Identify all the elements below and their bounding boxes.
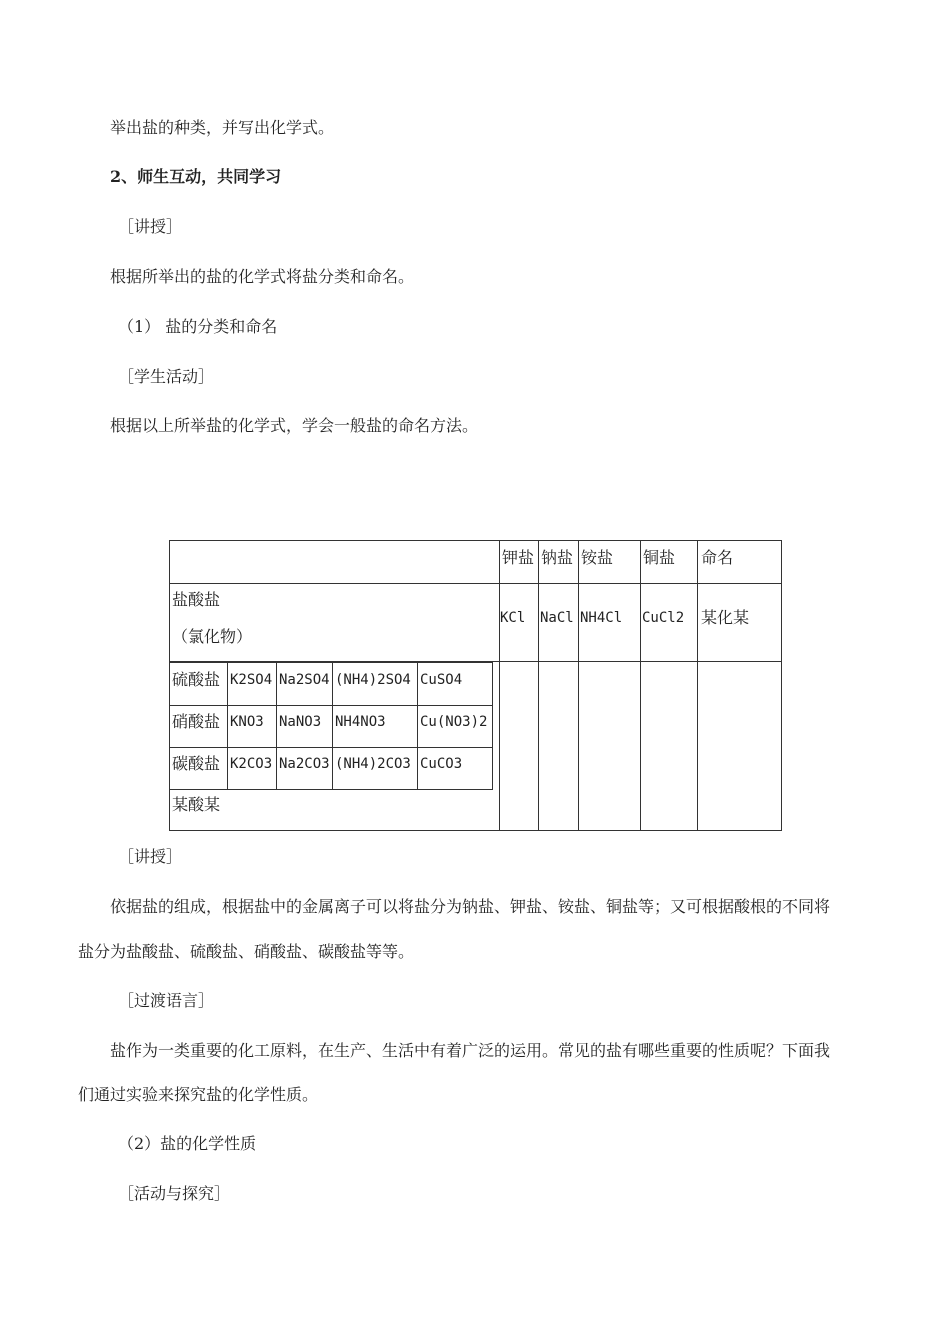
label-activity-explore: ［活动与探究］ — [118, 1184, 231, 1203]
inner-hline-1 — [169, 705, 493, 706]
cell-naming-rule-1: 某化某 — [701, 608, 750, 627]
inner-vline-4 — [417, 662, 418, 790]
paragraph-salt-use-line1: 盐作为一类重要的化工原料，在生产、生活中有着广泛的运用。常见的盐有哪些重要的性质呢？下面我 — [110, 1041, 831, 1060]
cell-na2so4: Na2SO4 — [279, 672, 330, 688]
inner-vline-2 — [276, 662, 277, 790]
inner-vline-1 — [227, 662, 228, 790]
table-vline-4 — [640, 540, 641, 831]
table-hline-header — [169, 583, 782, 584]
cell-nh42co3: (NH4)2CO3 — [335, 756, 411, 772]
header-ammonium: 铵盐 — [581, 548, 614, 567]
row-chloride-label: 盐酸盐 — [172, 590, 221, 609]
row-general-naming-label: 某酸某 — [172, 795, 221, 814]
cell-na2co3: Na2CO3 — [279, 756, 330, 772]
cell-nano3: NaNO3 — [279, 714, 322, 730]
cell-nh4cl: NH4Cl — [580, 610, 623, 626]
paragraph-composition-line1: 依据盐的组成，根据盐中的金属离子可以将盐分为钠盐、钾盐、铵盐、铜盐等；又可根据酸根的不同将 — [110, 897, 831, 916]
subheading-classification: （1） 盐的分类和命名 — [118, 317, 278, 336]
header-naming: 命名 — [701, 548, 734, 567]
header-copper: 铜盐 — [643, 548, 676, 567]
cell-kcl: KCl — [500, 610, 526, 626]
table-vline-3 — [578, 540, 579, 831]
table-vline-5 — [697, 540, 698, 831]
label-lecture-2: ［讲授］ — [118, 847, 183, 866]
cell-k2so4: K2SO4 — [230, 672, 273, 688]
cell-k2co3: K2CO3 — [230, 756, 273, 772]
table-vline-1 — [499, 540, 500, 831]
cell-kno3: KNO3 — [230, 714, 264, 730]
paragraph-classify: 根据所举出的盐的化学式将盐分类和命名。 — [110, 267, 415, 286]
cell-cuso4: CuSO4 — [420, 672, 463, 688]
cell-cuco3: CuCO3 — [420, 756, 463, 772]
paragraph-naming-method: 根据以上所举盐的化学式，学会一般盐的命名方法。 — [110, 416, 479, 435]
subheading-chemical-properties: （2）盐的化学性质 — [118, 1134, 257, 1153]
row-carbonate-label: 碳酸盐 — [172, 754, 221, 773]
label-lecture: ［讲授］ — [118, 217, 183, 236]
row-sulfate-label: 硫酸盐 — [172, 670, 221, 689]
header-sodium: 钠盐 — [541, 548, 574, 567]
inner-vline-3 — [332, 662, 333, 790]
paragraph-list-salts: 举出盐的种类，并写出化学式。 — [110, 118, 335, 137]
cell-nh42so4: (NH4)2SO4 — [335, 672, 411, 688]
cell-cucl2: CuCl2 — [642, 610, 685, 626]
table-vline-2 — [538, 540, 539, 831]
cell-nh4no3: NH4NO3 — [335, 714, 386, 730]
paragraph-salt-use-line2: 们通过实验来探究盐的化学性质。 — [78, 1085, 319, 1104]
row-nitrate-label: 硝酸盐 — [172, 712, 221, 731]
header-potassium: 钾盐 — [502, 548, 535, 567]
paragraph-composition-line2: 盐分为盐酸盐、硫酸盐、硝酸盐、碳酸盐等等。 — [78, 942, 415, 961]
cell-cuno32: Cu(NO3)2 — [420, 714, 488, 730]
cell-nacl: NaCl — [540, 610, 574, 626]
inner-hline-2 — [169, 747, 493, 748]
label-student-activity: ［学生活动］ — [118, 367, 215, 386]
section-heading-interaction: 2、师生互动，共同学习 — [110, 167, 282, 186]
row-chloride-sublabel: （氯化物） — [172, 627, 253, 646]
label-transition: ［过渡语言］ — [118, 991, 215, 1010]
